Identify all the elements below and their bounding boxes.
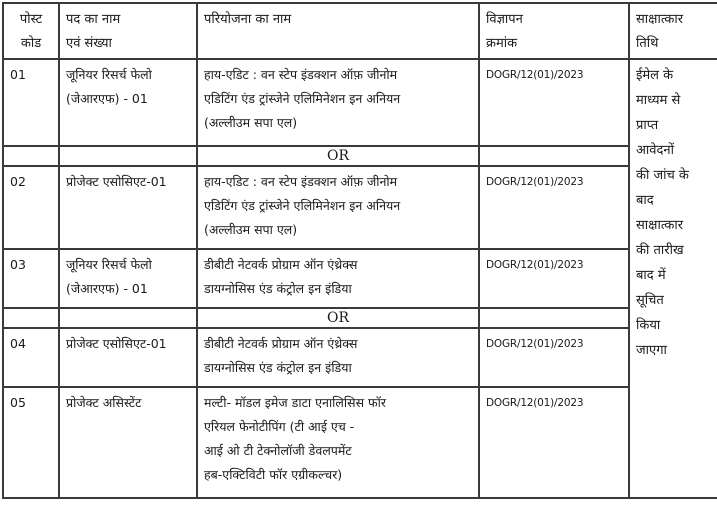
post-name-cell <box>59 59 197 146</box>
interview-note-line: बाद में <box>636 268 666 283</box>
or-empty-cell <box>59 308 197 328</box>
header-project-name-text: परियोजना का नाम <box>204 12 292 27</box>
interview-note-line: सूचित <box>636 293 664 308</box>
project-name-line: हाय-एडिट : वन स्टेप इंडक्शन ऑफ़ जीनोम <box>204 174 398 189</box>
table-row <box>3 387 717 498</box>
interview-date-cell <box>629 59 717 498</box>
project-name-line: (अल्लीउम सपा एल) <box>204 115 298 130</box>
header-post-code-line-2: कोड <box>20 36 42 51</box>
header-interview-date-line-2: तिथि <box>636 36 659 51</box>
post-code-cell: 01 <box>3 59 59 146</box>
interview-note-line: की तारीख <box>636 243 684 258</box>
post-name-cell <box>59 249 197 308</box>
advt-no-cell: DOGR/12(01)/2023 <box>479 59 629 146</box>
interview-note-line: की जांच के <box>636 168 689 183</box>
or-empty-cell <box>479 308 629 328</box>
project-name-line: (अल्लीउम सपा एल) <box>204 222 298 237</box>
advt-no-cell: DOGR/12(01)/2023 <box>479 387 629 498</box>
post-code-cell: 05 <box>3 387 59 498</box>
header-advt-no-line-2: क्रमांक <box>486 36 518 51</box>
or-separator-row <box>3 146 717 166</box>
table-row <box>3 249 717 308</box>
header-post-code-line-1: पोस्ट <box>19 12 43 27</box>
project-name-line: डीबीटी नेटवर्क प्रोग्राम ऑन एंथ्रेक्स <box>204 336 358 351</box>
or-label: OR <box>197 146 479 166</box>
post-name-cell <box>59 328 197 387</box>
advt-no-cell: DOGR/12(01)/2023 <box>479 249 629 308</box>
header-project-name <box>197 3 479 59</box>
interview-note-line: किया <box>636 318 661 333</box>
project-name-line: एरियल फेनोटीपिंग (टी आई एच - <box>204 419 355 434</box>
header-post-name-line-1: पद का नाम <box>66 12 121 27</box>
or-separator-row <box>3 308 717 328</box>
interview-note-line: बाद <box>636 193 654 208</box>
header-post-name <box>59 3 197 59</box>
header-post-name-line-2: एवं संख्या <box>66 36 112 51</box>
post-name-line: प्रोजेक्ट असिस्टेंट <box>66 395 142 410</box>
or-empty-cell <box>59 146 197 166</box>
post-name-line: जूनियर रिसर्च फेलो <box>66 257 152 272</box>
project-name-line: हब-एक्टिविटी फॉर एग्रीकल्चर) <box>204 467 343 482</box>
header-post-code <box>3 3 59 59</box>
project-name-line: हाय-एडिट : वन स्टेप इंडक्शन ऑफ़ जीनोम <box>204 67 398 82</box>
or-empty-cell <box>3 146 59 166</box>
project-name-cell <box>197 328 479 387</box>
header-row <box>3 3 717 59</box>
post-name-line: प्रोजेक्ट एसोसिएट-01 <box>66 336 167 351</box>
or-empty-cell <box>479 146 629 166</box>
project-name-line: एडिटिंग एंड ट्रांस्जेने एलिमिनेशन इन अनियन <box>204 91 401 106</box>
header-advt-no-line-1: विज्ञापन <box>486 12 523 27</box>
interview-note-line: आवेदनों <box>636 143 674 158</box>
interview-note-line: जाएगा <box>636 343 667 358</box>
table-row <box>3 328 717 387</box>
interview-note-line: ईमेल के <box>636 68 674 83</box>
project-name-line: डीबीटी नेटवर्क प्रोग्राम ऑन एंथ्रेक्स <box>204 257 358 272</box>
interview-note-line: माध्यम से <box>636 93 681 108</box>
project-name-cell <box>197 249 479 308</box>
advt-no-cell: DOGR/12(01)/2023 <box>479 328 629 387</box>
project-name-line: डायग्नोसिस एंड कंट्रोल इन इंडिया <box>204 281 352 296</box>
post-name-line: जूनियर रिसर्च फेलो <box>66 67 152 82</box>
header-advt-no <box>479 3 629 59</box>
advt-no-cell: DOGR/12(01)/2023 <box>479 166 629 249</box>
table-row <box>3 59 717 146</box>
header-interview-date <box>629 3 717 59</box>
project-name-line: डायग्नोसिस एंड कंट्रोल इन इंडिया <box>204 360 352 375</box>
project-name-line: एडिटिंग एंड ट्रांस्जेने एलिमिनेशन इन अनियन <box>204 198 401 213</box>
header-interview-date-line-1: साक्षात्कार <box>636 12 684 27</box>
post-code-cell: 03 <box>3 249 59 308</box>
or-empty-cell <box>3 308 59 328</box>
interview-note-line: साक्षात्कार <box>636 218 684 233</box>
project-name-line: आई ओ टी टेक्नोलॉजी डेवलपमेंट <box>204 443 352 458</box>
recruitment-table <box>2 2 717 499</box>
post-code-cell: 04 <box>3 328 59 387</box>
interview-note-line: प्राप्त <box>636 118 659 133</box>
post-name-line: (जेआरएफ) - 01 <box>66 91 148 106</box>
project-name-cell <box>197 59 479 146</box>
project-name-cell <box>197 166 479 249</box>
post-code-cell: 02 <box>3 166 59 249</box>
or-label: OR <box>197 308 479 328</box>
project-name-cell <box>197 387 479 498</box>
post-name-cell <box>59 387 197 498</box>
post-name-line: (जेआरएफ) - 01 <box>66 281 148 296</box>
table-row <box>3 166 717 249</box>
post-name-line: प्रोजेक्ट एसोसिएट-01 <box>66 174 167 189</box>
project-name-line: मल्टी- मॉडल इमेज डाटा एनालिसिस फॉर <box>204 395 386 410</box>
post-name-cell <box>59 166 197 249</box>
